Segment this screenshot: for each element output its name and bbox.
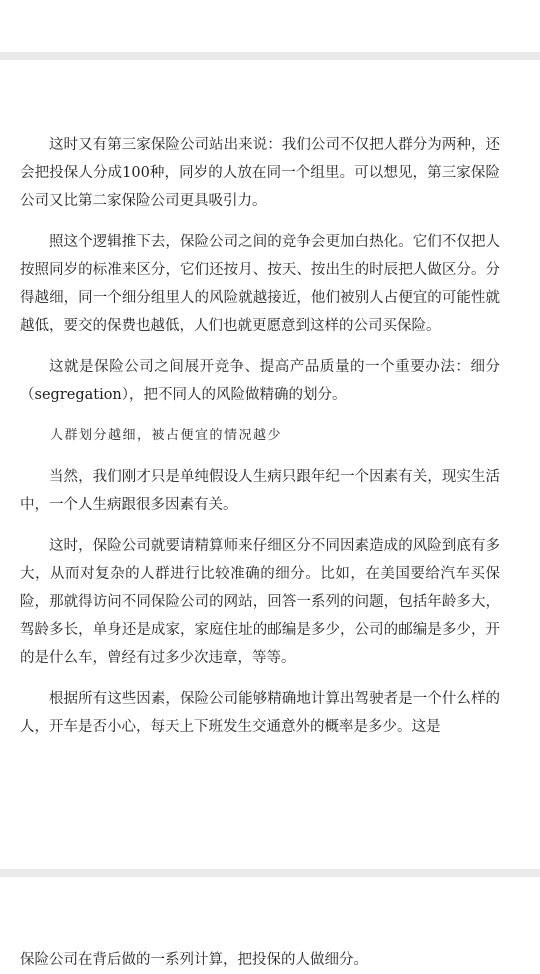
paragraph: 照这个逻辑推下去，保险公司之间的竞争会更加白热化。它们不仅把人按照同岁的标准来区分，它们还按月、按天、按出生的时辰把人做区分。分得越细，同一个细分组里人的风险就越接近，他们被别人占便宜的可能性就越低，要交的保费也越低，人们也就更愿意到这样的公司买保险。 (20, 234, 500, 334)
page-separator-bottom (0, 869, 540, 877)
paragraph: 根据所有这些因素，保险公司能够精确地计算出驾驶者是一个什么样的人，开车是否小心，每天上下班发生交通意外的概率是多少。这是 (20, 691, 500, 735)
paragraph: 这时又有第三家保险公司站出来说：我们公司不仅把人群分为两种，还会把投保人分成100种，同岁的人放在同一个组里。可以想见，第三家保险公司又比第二家保险公司更具吸引力。 (20, 137, 500, 209)
section-subheading: 人群划分越细，被占便宜的情况越少 (50, 428, 283, 443)
paragraph: 这时，保险公司就要请精算师来仔细区分不同因素造成的风险到底有多大，从而对复杂的人群进行比较准确的细分。比如，在美国要给汽车买保险，那就得访问不同保险公司的网站，回答一系列的问题，包括年龄多大，驾龄多长，单身还是成家，家庭住址的邮编是多少，公司的邮编是多少，开的是什么车，曾经有过多少次违章，等等。 (20, 538, 500, 666)
next-page-partial-line: 保险公司在背后做的一系列计算，把投保的人做细分。 (20, 952, 368, 968)
paragraph: 当然，我们刚才只是单纯假设人生病只跟年纪一个因素有关，现实生活中，一个人生病跟很多因素有关。 (20, 469, 500, 513)
paragraph: 这就是保险公司之间展开竞争、提高产品质量的一个重要办法：细分（segregation），把不同人的风险做精确的划分。 (20, 359, 500, 403)
page-content (20, 131, 500, 754)
page-separator-top (0, 52, 540, 60)
